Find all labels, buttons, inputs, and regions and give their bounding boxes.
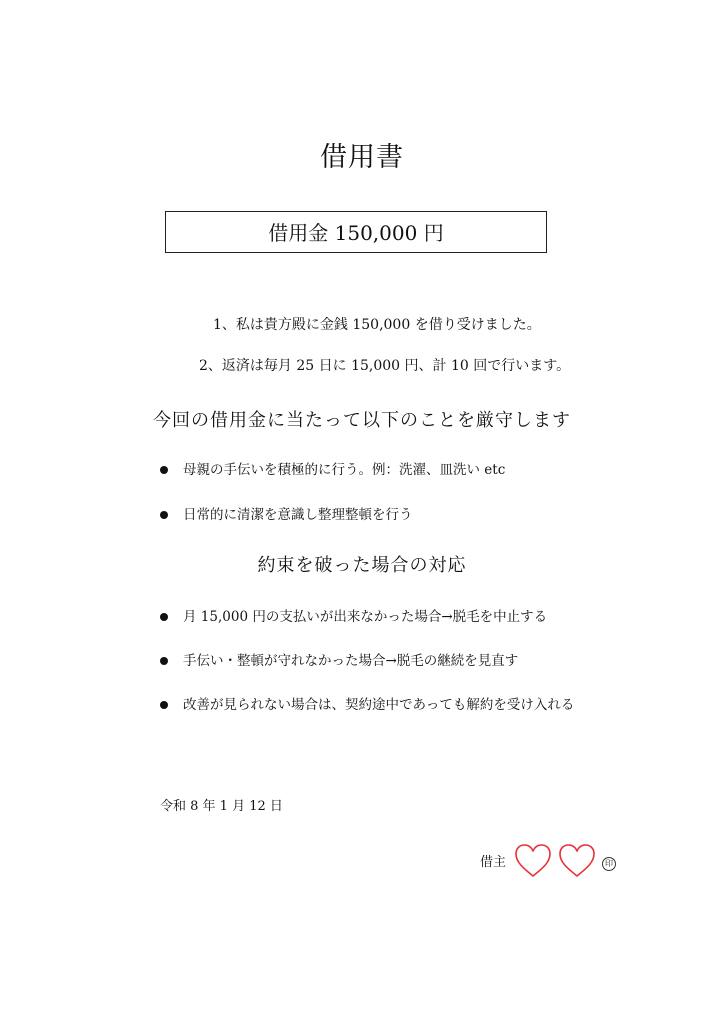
breach-action-item <box>160 607 574 627</box>
seal-mark-icon: 印 <box>602 857 616 871</box>
rules-list <box>160 460 505 525</box>
bullet-icon <box>160 613 168 621</box>
rule-item <box>160 460 505 480</box>
clause-2: 2、返済は毎月 25 日に 15,000 円、計 10 回で行います。 <box>199 358 571 374</box>
breach-heading: 約束を破った場合の対応 <box>257 555 467 576</box>
list-item-text: 母親の手伝いを積極的に行う。例：洗濯、皿洗い etc <box>183 462 506 478</box>
breach-actions-list <box>160 607 574 715</box>
list-item-text: 月 15,000 円の支払いが出来なかった場合→脱毛を中止する <box>183 609 548 625</box>
heart-signature-icons <box>514 843 598 883</box>
borrower-label: 借主 <box>480 855 507 870</box>
heart-icon <box>516 845 550 876</box>
contract-date: 令和 8 年 1 月 12 日 <box>160 799 283 814</box>
breach-action-item <box>160 651 574 671</box>
heart-icon <box>560 845 594 876</box>
document-title: 借用書 <box>320 142 404 173</box>
borrower-signature <box>480 843 616 883</box>
list-item-text: 日常的に清潔を意識し整理整頓を行う <box>183 507 413 523</box>
loan-amount: 借用金 150,000 円 <box>268 221 444 245</box>
bullet-icon <box>160 657 168 665</box>
bullet-icon <box>160 511 168 519</box>
list-item-text: 手伝い・整頓が守れなかった場合→脱毛の継続を見直す <box>183 653 519 669</box>
rules-heading: 今回の借用金に当たって以下のことを厳守します <box>153 410 571 431</box>
clause-1: 1、私は貴方殿に金銭 150,000 を借り受けました。 <box>213 317 541 333</box>
bullet-icon <box>160 701 168 709</box>
breach-action-item <box>160 695 574 715</box>
bullet-icon <box>160 466 168 474</box>
rule-item <box>160 505 505 525</box>
list-item-text: 改善が見られない場合は、契約途中であっても解約を受け入れる <box>183 697 575 713</box>
